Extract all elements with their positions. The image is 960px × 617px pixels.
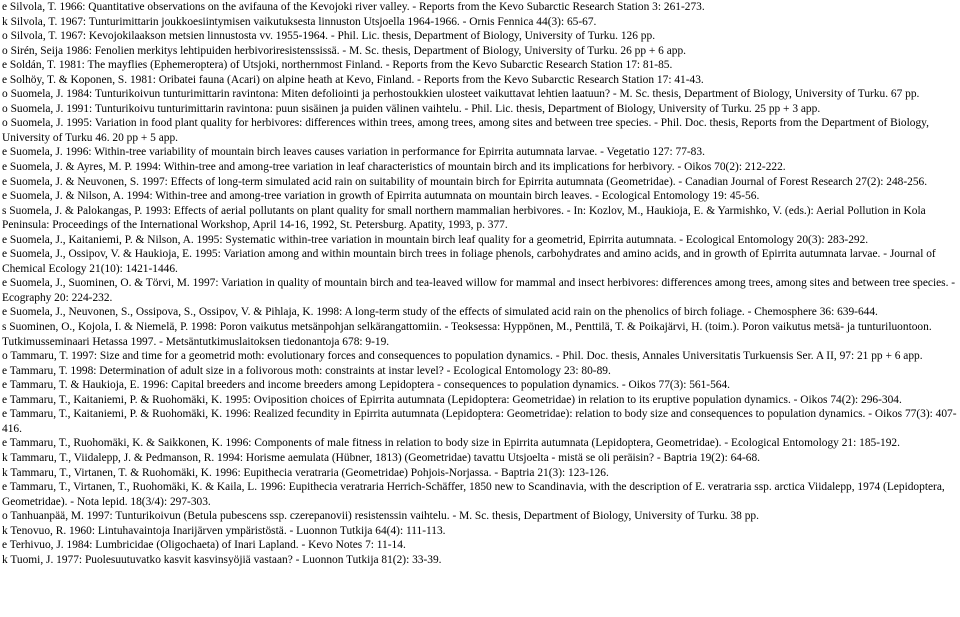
reference-type-code: e [2,393,8,406]
reference-text: Tammaru, T., Ruohomäki, K. & Saikkonen, K. 1996: Components of male fitness in relation to body size in Epirrita autumnata (Lepidoptera, Geometridae). - Ecological Entomology 21: 185-192. [9,437,900,450]
reference-type-code: o [2,117,8,130]
reference-text: Suomela, J. & Neuvonen, S. 1997: Effects of long-term simulated acid rain on suitability of mountain birch for Epirrita autumnata (Geometridae). - Canadian Journal of Forest Research 27(2): 248-256. [9,175,928,188]
reference-type-code: e [2,233,8,246]
reference-text: Suomela, J., Kaitaniemi, P. & Nilson, A. 1995: Systematic within-tree variation in mountain birch leaf quality for a geometrid, Epirrita autumnata. - Ecological Entomology 20(3): 283-292. [9,233,869,246]
reference-text: Solhöy, T. & Koponen, S. 1981: Oribatei fauna (Acari) on alpine heath at Kevo, Finland. - Reports from the Kevo Subarctic Research Station 17: 41-43. [9,73,704,86]
reference-list [2,0,958,567]
reference-entry [2,509,958,524]
reference-entry [2,480,958,509]
reference-entry [2,175,958,190]
reference-entry [2,276,958,305]
reference-type-code: e [2,277,8,290]
reference-text: Terhivuo, J. 1984: Lumbricidae (Oligochaeta) of Inari Lapland. - Kevo Notes 7: 11-14. [9,539,406,552]
reference-type-code: e [2,146,8,159]
reference-text: Suominen, O., Kojola, I. & Niemelä, P. 1998: Poron vaikutus metsänpohjan selkärangattomiin. - Teoksessa: Hyppönen, M., Penttilä, T. & Poikajärvi, H. (toim.). Poron vaikutus metsä- ja tunturiluontoon. Tutkimusseminaari Hetassa 1997. - Metsäntutkimuslaitoksen tiedonantoja 678: 9-19. [2,321,932,348]
reference-type-code: k [2,466,8,479]
reference-entry [2,87,958,102]
reference-type-code: e [2,175,8,188]
reference-entry [2,233,958,248]
reference-text: Suomela, J. & Palokangas, P. 1993: Effects of aerial pollutants on plant quality for small northern mammalian herbivores. - In: Kozlov, M., Haukioja, E. & Yarmishko, V. (eds.): Aerial Pollution in Kola Peninsula: Proceedings of the International Workshop, April 14-16, 1992, St. Petersburg. Apatity, 1993, p. 377. [2,204,926,232]
reference-entry [2,349,958,364]
reference-text: Suomela, J. 1995: Variation in food plant quality for herbivores: differences within trees, among trees, among sites and between tree species. - Phil. Doc. thesis, Reports from the Department of Biology, University of Turku 46. 20 pp + 5 app. [2,117,929,144]
reference-text: Tammaru, T., Kaitaniemi, P. & Ruohomäki, K. 1995: Oviposition choices of Epirrita autumnata (Lepidoptera: Geometridae) in relation to its eruptive population dynamics. - Oikos 74(2): 296-304. [9,393,902,406]
reference-type-code: o [2,30,8,43]
reference-entry [2,407,958,436]
reference-type-code: k [2,15,8,28]
reference-type-code: s [2,204,7,217]
reference-text: Tammaru, T. & Haukioja, E. 1996: Capital breeders and income breeders among Lepidoptera - consequences to population dynamics. - Oikos 77(3): 561-564. [9,379,731,392]
reference-type-code: k [2,451,8,464]
reference-text: Tammaru, T. 1998: Determination of adult size in a folivorous moth: constraints at instar level? - Ecological Entomology 23: 80-89. [9,364,611,377]
reference-entry [2,247,958,276]
reference-entry [2,189,958,204]
reference-text: Tammaru, T., Viidalepp, J. & Pedmanson, R. 1994: Horisme aemulata (Hübner, 1813) (Geometridae) tavattu Utsjoelta - mistä se oli peräisin? - Baptria 19(2): 64-68. [10,451,761,464]
reference-type-code: e [2,364,8,377]
reference-entry [2,73,958,88]
reference-entry [2,160,958,175]
reference-text: Suomela, J. & Ayres, M. P. 1994: Within-tree and among-tree variation in leaf characteristics of mountain birch and its implications for herbivory. - Oikos 70(2): 212-222. [9,161,786,174]
reference-entry [2,305,958,320]
reference-text: Suomela, J., Ossipov, V. & Haukioja, E. 1995: Variation among and within mountain birch trees in foliage phenols, carbohydrates and amino acids, and in growth of Epirrita autumnata larvae. - Journal of Chemical Ecology 21(10): 1421-1446. [2,248,936,275]
reference-type-code: o [2,88,8,101]
reference-type-code: o [2,510,8,523]
reference-type-code: k [2,553,8,566]
reference-text: Silvola, T. 1967: Kevojokilaakson metsien linnustosta vv. 1955-1964. - Phil. Lic. thesis, Department of Biology, University of Turku. 126 pp. [10,30,656,43]
reference-type-code: e [2,306,8,319]
reference-text: Tammaru, T. 1997: Size and time for a geometrid moth: evolutionary forces and consequences to population dynamics. - Phil. Doc. thesis, Annales Universitatis Turkuensis Ser. A II, 97: 21 pp + 6 app. [10,350,923,363]
reference-text: Suomela, J. & Nilson, A. 1994: Within-tree and among-tree variation in growth of Epirrita autumnata on mountain birch leaves. - Ecological Entomology 19: 45-56. [9,190,760,203]
reference-text: Tenovuo, R. 1960: Lintuhavaintoja Inarijärven ympäristöstä. - Luonnon Tutkija 64(4): 111-113. [10,524,446,537]
reference-text: Tuomi, J. 1977: Puolesuutuvatko kasvit kasvinsyöjiä vastaan? - Luonnon Tutkija 81(2): 33-39. [10,553,442,566]
reference-entry [2,524,958,539]
reference-entry [2,0,958,15]
reference-type-code: e [2,190,8,203]
reference-entry [2,466,958,481]
reference-type-code: e [2,248,8,261]
reference-type-code: e [2,481,8,494]
reference-type-code: o [2,44,8,57]
reference-type-code: e [2,408,8,421]
reference-entry [2,204,958,233]
reference-entry [2,102,958,117]
reference-entry [2,116,958,145]
reference-type-code: o [2,350,8,363]
reference-entry [2,364,958,379]
reference-entry [2,145,958,160]
reference-entry [2,15,958,30]
reference-type-code: e [2,539,8,552]
reference-entry [2,393,958,408]
reference-type-code: e [2,379,8,392]
reference-entry [2,553,958,568]
reference-type-code: e [2,161,8,174]
reference-type-code: e [2,437,8,450]
reference-type-code: e [2,59,8,72]
reference-entry [2,436,958,451]
reference-type-code: k [2,524,8,537]
reference-entry [2,44,958,59]
reference-text: Tammaru, T., Virtanen, T. & Ruohomäki, K. 1996: Eupithecia veratraria (Geometridae) Pohjois-Norjassa. - Baptria 21(3): 123-126. [10,466,609,479]
reference-text: Suomela, J. 1996: Within-tree variability of mountain birch leaves causes variation in performance for Epirrita autumnata larvae. - Vegetatio 127: 77-83. [9,146,705,159]
reference-entry [2,378,958,393]
reference-text: Tammaru, T., Virtanen, T., Ruohomäki, K. & Kaila, L. 1996: Eupithecia veratraria Herrich-Schäffer, 1850 new to Scandinavia, with the description of E. veratraria ssp. arctica Viidalepp, 1974 (Lepidoptera, Geometridae). - Nota lepid. 18(3/4): 297-303. [2,481,945,508]
reference-entry [2,58,958,73]
reference-text: Tammaru, T., Kaitaniemi, P. & Ruohomäki, K. 1996: Realized fecundity in Epirrita autumnata (Lepidoptera: Geometridae): relation to body size and consequences to population dynamics. - Oikos 77(3): 407-416. [2,408,957,435]
reference-text: Suomela, J. 1991: Tunturikoivu tunturimittarin ravintona: puun sisäinen ja puiden välinen vaihtelu. - Phil. Lic. thesis, Department of Biology, University of Turku. 25 pp + 3 app. [10,102,821,115]
reference-text: Soldán, T. 1981: The mayflies (Ephemeroptera) of Utsjoki, northernmost Finland. - Reports from the Kevo Subarctic Research Station 17: 81-85. [9,59,673,72]
reference-type-code: o [2,102,8,115]
reference-entry [2,29,958,44]
reference-text: Tanhuanpää, M. 1997: Tunturikoivun (Betula pubescens ssp. czerepanovii) resistenssin vaihtelu. - M. Sc. thesis, Department of Biology, University of Turku. 38 pp. [10,510,759,523]
reference-entry [2,538,958,553]
reference-text: Suomela, J., Suominen, O. & Törvi, M. 1997: Variation in quality of mountain birch and tea-leaved willow for mammal and insect herbivores: differences among trees, among sites and between tree species. - Ecography 20: 224-232. [2,277,956,304]
reference-type-code: s [2,321,7,334]
reference-entry [2,320,958,349]
reference-entry [2,451,958,466]
reference-text: Suomela, J., Neuvonen, S., Ossipova, S., Ossipov, V. & Pihlaja, K. 1998: A long-term study of the effects of simulated acid rain on the phenolics of birch foliage. - Chemosphere 36: 639-644. [9,306,878,319]
reference-type-code: e [2,1,8,13]
reference-text: Suomela, J. 1984: Tunturikoivun tunturimittarin ravintona: Miten defoliointi ja perhostoukkien ulosteet vaikuttavat lehtien laatuun? - M. Sc. thesis, Department of Biology, University of Turku. 67 pp. [10,88,920,101]
reference-text: Sirén, Seija 1986: Fenolien merkitys lehtipuiden herbivoriresistenssissä. - M. Sc. thesis, Department of Biology, University of Turku. 26 pp + 6 app. [10,44,687,57]
reference-type-code: e [2,73,8,86]
reference-text: Silvola, T. 1967: Tunturimittarin joukkoesiintymisen vaikutuksesta linnuston Utsjoella 1964-1966. - Ornis Fennica 44(3): 65-67. [10,15,597,28]
reference-text: Silvola, T. 1966: Quantitative observations on the avifauna of the Kevojoki river valley. - Reports from the Kevo Subarctic Research Station 3: 261-273. [9,1,705,13]
